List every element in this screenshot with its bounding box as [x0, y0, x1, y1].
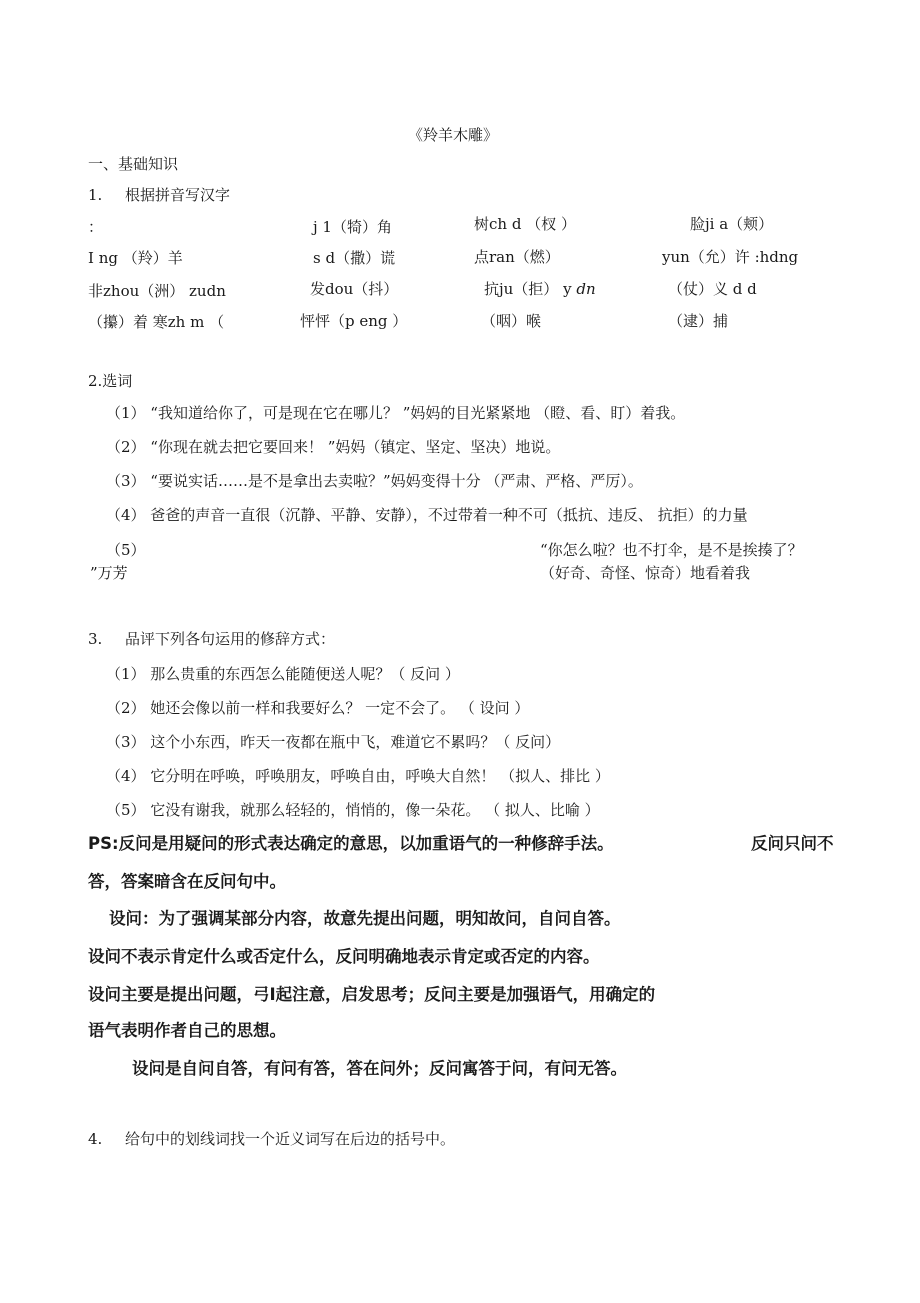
word-choice-item-5-number: （5）	[106, 541, 146, 559]
rhetoric-item-3: （3） 这个小东西，昨天一夜都在瓶中飞，难道它不累吗？（ 反问）	[106, 733, 561, 751]
pinyin-r3c2: 发dou（抖）	[310, 280, 399, 298]
word-choice-item-5-options: （好奇、奇怪、惊奇）地看着我	[540, 564, 751, 582]
rhetoric-item-4: （4） 它分明在呼唤，呼唤朋友，呼唤自由，呼唤大自然！ （拟人、排比 ）	[106, 767, 610, 785]
pinyin-r1c1: ：	[88, 218, 104, 236]
section-2-label: 2.选词	[88, 372, 133, 390]
question-4-prompt: 给句中的划线词找一个近义词写在后边的括号中。	[125, 1130, 456, 1148]
question-number-1: 1.	[88, 186, 103, 204]
pinyin-r4c4: （逮）捕	[668, 312, 729, 330]
word-choice-item-2: （2） “你现在就去把它要回来！ ”妈妈（镇定、坚定、坚决）地说。	[106, 438, 561, 456]
pinyin-r4c2: 怦怦（p eng ）	[300, 312, 408, 330]
pinyin-r3c3-text: 抗ju（拒） y	[484, 280, 572, 298]
pinyin-r2c1: I ng （羚）羊	[88, 249, 183, 267]
ps-note-line-3: 设问：为了强调某部分内容，故意先提出问题，明知故问，自问自答。	[109, 909, 621, 928]
word-choice-item-5-quote: “你怎么啦？也不打伞，是不是挨揍了？	[540, 541, 803, 559]
word-choice-item-5-subject: ”万芳	[90, 564, 128, 582]
rhetoric-item-2: （2） 她还会像以前一样和我要好么？ 一定不会了。 （ 设问 ）	[106, 699, 530, 717]
word-choice-item-4: （4） 爸爸的声音一直很（沉静、平静、安静），不过带着一种不可（抵抗、违反、 抗拒）的力量	[106, 506, 748, 524]
ps-note-line-4: 设问不表示肯定什么或否定什么，反问明确地表示肯定或否定的内容。	[88, 947, 600, 966]
question-1-prompt: 根据拼音写汉字	[125, 186, 231, 204]
pinyin-r1c4: 脸ji a（颊）	[690, 215, 774, 233]
pinyin-r1c2: j 1（犄）角	[313, 218, 392, 236]
ps-note-line-2: 答，答案暗含在反问句中。	[88, 872, 286, 891]
ps-note-line-5: 设问主要是提出问题，弓I起注意，启发思考；反问主要是加强语气，用确定的	[88, 985, 656, 1004]
pinyin-r4c1: （攥）着 寒zh m （	[88, 313, 225, 331]
question-number-3: 3.	[88, 630, 103, 648]
pinyin-r2c3: 点ran（燃）	[474, 248, 560, 266]
rhetoric-item-5: （5） 它没有谢我，就那么轻轻的，悄悄的，像一朵花。 （ 拟人、比喻 ）	[106, 801, 600, 819]
section-heading-basics: 一、基础知识	[88, 155, 179, 173]
ps-note-line-1: PS:反问是用疑问的形式表达确定的意思，以加重语气的一种修辞手法。	[88, 834, 614, 853]
pinyin-r1c3: 树ch d （杈 ）	[474, 215, 576, 233]
pinyin-r3c3-italic: dn	[576, 280, 596, 298]
pinyin-r3c4: （仗）义 d d	[668, 280, 757, 298]
word-choice-item-3: （3） “要说实话……是不是拿出去卖啦？”妈妈变得十分 （严肃、严格、严厉）。	[106, 472, 643, 490]
rhetoric-item-1: （1） 那么贵重的东西怎么能随便送人呢？（ 反问 ）	[106, 665, 460, 683]
ps-note-line-6: 语气表明作者自己的思想。	[88, 1021, 286, 1040]
question-number-4: 4.	[88, 1130, 103, 1148]
pinyin-r3c3	[484, 279, 596, 299]
word-choice-item-1: （1） “我知道给你了，可是现在它在哪儿？ ”妈妈的目光紧紧地 （瞪、看、盯）着我。	[106, 404, 686, 422]
question-3-prompt: 品评下列各句运用的修辞方式：	[125, 630, 336, 648]
ps-note-line-7: 设问是自问自答，有问有答，答在问外；反问寓答于问，有问无答。	[132, 1059, 627, 1078]
pinyin-r3c1: 非zhou（洲） zudn	[88, 282, 226, 300]
page-title: 《羚羊木雕》	[408, 126, 499, 144]
pinyin-r2c2: s d（撒）谎	[313, 249, 396, 267]
pinyin-r4c3: （咽）喉	[481, 312, 542, 330]
ps-note-line-1-end: 反问只问不	[751, 834, 834, 853]
pinyin-r2c4: yun（允）许 :hdng	[662, 248, 799, 266]
